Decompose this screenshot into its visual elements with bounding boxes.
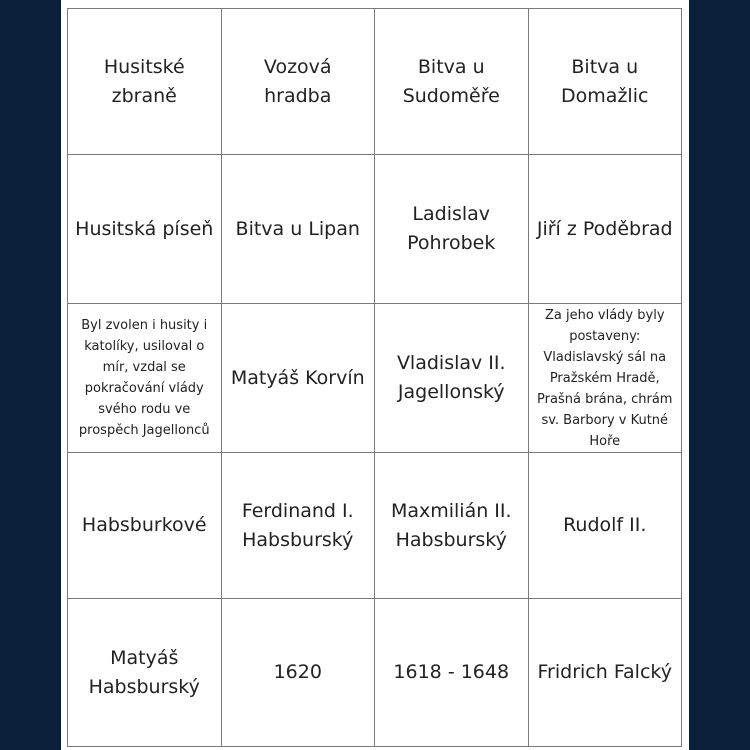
card-cell: Bitva u Lipan (221, 155, 375, 304)
card-grid (67, 8, 682, 747)
card-cell: Husitská píseň (68, 155, 222, 304)
grid-row (68, 155, 682, 304)
card-cell: Vladislav II. Jagellonský (375, 304, 529, 453)
grid-row (68, 599, 682, 747)
worksheet-page (61, 0, 689, 750)
grid-row (68, 453, 682, 599)
card-cell: Maxmilián II. Habsburský (375, 453, 529, 599)
grid-row (68, 304, 682, 453)
card-cell: Ferdinand I. Habsburský (221, 453, 375, 599)
card-cell: Matyáš Korvín (221, 304, 375, 453)
card-cell: Jiří z Poděbrad (528, 155, 682, 304)
card-cell: Vozová hradba (221, 9, 375, 155)
card-cell: Rudolf II. (528, 453, 682, 599)
card-cell: 1618 - 1648 (375, 599, 529, 747)
card-cell: Habsburkové (68, 453, 222, 599)
card-cell: Bitva u Domažlic (528, 9, 682, 155)
card-cell: Matyáš Habsburský (68, 599, 222, 747)
card-cell: Bitva u Sudoměře (375, 9, 529, 155)
card-cell: Byl zvolen i husity i katolíky, usiloval o mír, vzdal se pokračování vlády svého rodu ve prospěch Jagellonců (68, 304, 222, 453)
card-cell: 1620 (221, 599, 375, 747)
card-cell: Ladislav Pohrobek (375, 155, 529, 304)
card-cell: Husitské zbraně (68, 9, 222, 155)
card-cell: Za jeho vlády byly postaveny: Vladislavský sál na Pražském Hradě, Prašná brána, chrám sv. Barbory v Kutné Hoře (528, 304, 682, 453)
card-cell: Fridrich Falcký (528, 599, 682, 747)
grid-row (68, 9, 682, 155)
